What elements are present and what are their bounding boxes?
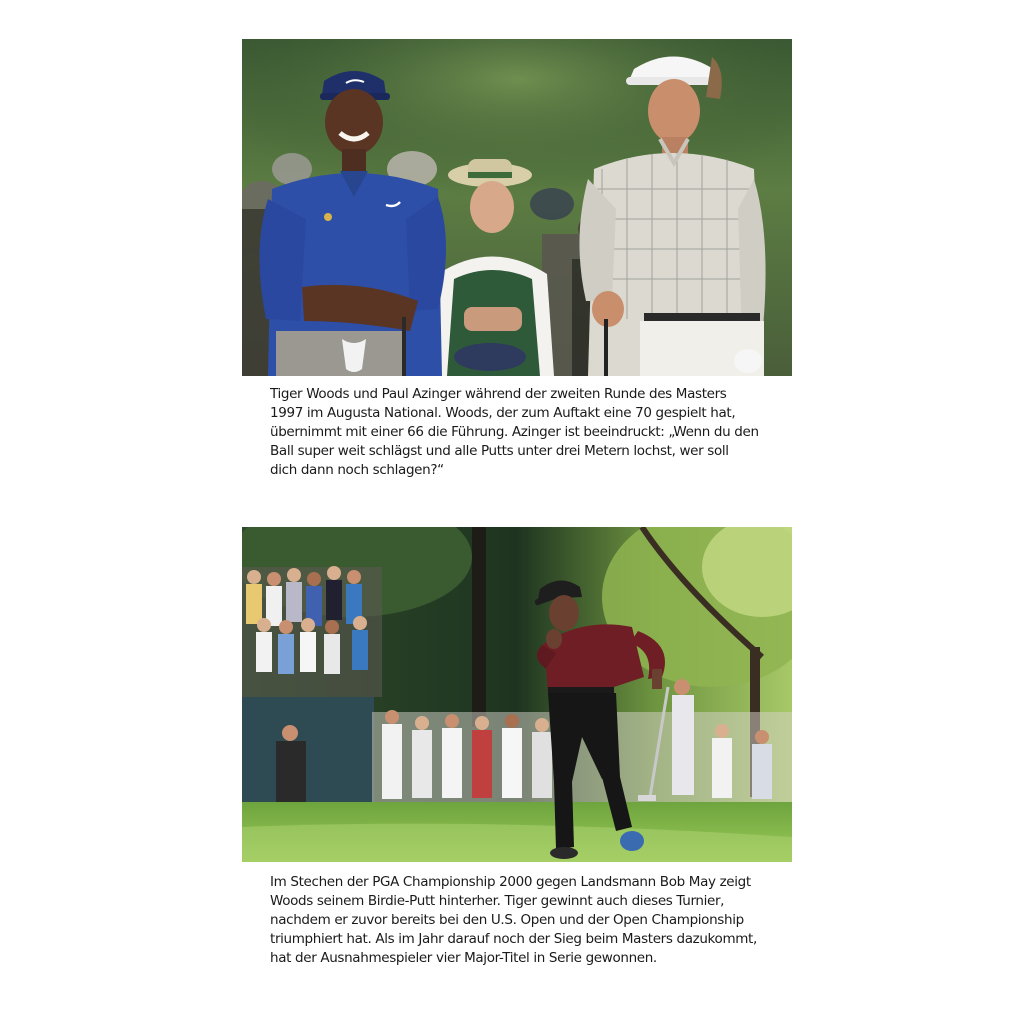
caption-line: 1997 im Augusta National. Woods, der zum Auftakt eine 70 gespielt hat, — [270, 405, 736, 421]
caption-pga-championship-2000 — [270, 873, 770, 968]
caption-line: dich dann noch schlagen?“ — [270, 462, 444, 478]
caption-line: Woods seinem Birdie-Putt hinterher. Tiger gewinnt auch dieses Turnier, — [270, 893, 725, 909]
photo-pga-championship-2000 — [242, 527, 792, 862]
caption-line: triumphiert hat. Als im Jahr darauf noch der Sieg beim Masters dazukommt, — [270, 931, 757, 947]
caption-masters-1997 — [270, 385, 770, 480]
caption-line: nachdem er zuvor bereits bei den U.S. Open und der Open Championship — [270, 912, 744, 928]
photo-masters-1997-image — [242, 39, 792, 376]
caption-line: Tiger Woods und Paul Azinger während der zweiten Runde des Masters — [270, 386, 727, 402]
photo-masters-1997 — [242, 39, 792, 376]
caption-line: Im Stechen der PGA Championship 2000 gegen Landsmann Bob May zeigt — [270, 874, 751, 890]
caption-line: übernimmt mit einer 66 die Führung. Azinger ist beeindruckt: „Wenn du den — [270, 424, 759, 440]
caption-line: Ball super weit schlägst und alle Putts unter drei Metern lochst, wer soll — [270, 443, 729, 459]
photo-pga-championship-2000-image — [242, 527, 792, 862]
caption-line: hat der Ausnahmespieler vier Major-Titel in Serie gewonnen. — [270, 950, 657, 966]
